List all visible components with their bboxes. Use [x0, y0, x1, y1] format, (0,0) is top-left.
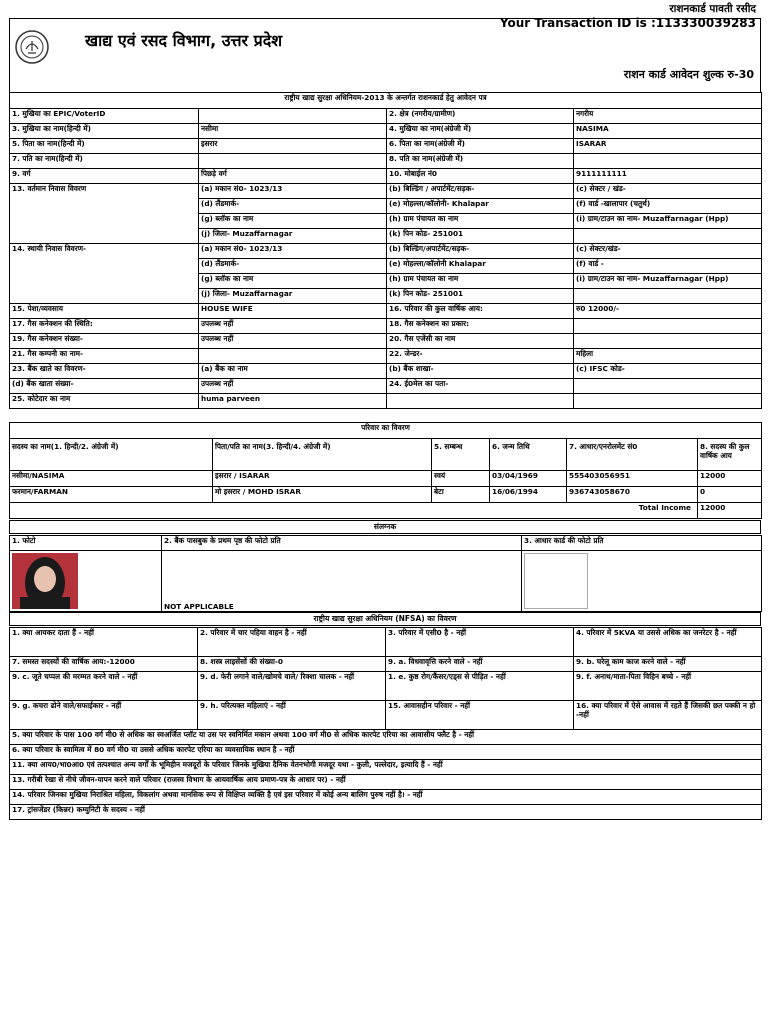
- field-value: पिछड़े वर्ग: [199, 169, 387, 184]
- member-name: फरमान/FARMAN: [10, 487, 213, 503]
- field-value: उपलब्ध नहीं: [199, 319, 387, 334]
- table-row: [10, 657, 762, 672]
- field-label: 22. जेन्डर-: [387, 349, 574, 364]
- nfsa-item: 2. परिवार में चार पहिया वाहन है - नहीं: [198, 628, 386, 657]
- field-label: 21. गैस कम्पनी का नाम-: [10, 349, 199, 364]
- aadhaar-placeholder: [524, 553, 588, 609]
- bank-passbook-label: 2. बैंक पासबुक के प्रथम पृष्ठ की फोटो प्रति: [162, 536, 522, 551]
- field-value: NASIMA: [574, 124, 762, 139]
- nfsa-item: 15. आवासहीन परिवार - नहीं: [386, 701, 574, 730]
- address-field: (d) लैंडमार्क-: [199, 199, 387, 214]
- field-label: 2. क्षेत्र (नगरीय/ग्रामीण): [387, 109, 574, 124]
- field-label: 17. गैस कनेक्शन की स्थिति:: [10, 319, 199, 334]
- column-header: 6. जन्म तिथि: [490, 439, 567, 471]
- nfsa-line: 14. परिवार जिनका मुखिया निराश्रित महिला, विकलांग अथवा मानसिक रूप से विक्षिप्त व्यक्ति है एवं इस परिवार में कोई अन्य बालिग पुरुष नहीं है। - नहीं: [10, 790, 762, 805]
- field-label: 5. पिता का नाम(हिन्दी में): [10, 139, 199, 154]
- column-header: 7. आधार/एनरोलमेंट सं0: [567, 439, 698, 471]
- nfsa-item: 1. e. कुष्ठ रोग/कैंसर/एड्स से पीड़ित - नहीं: [386, 672, 574, 701]
- field-label: 20. गैस एजेंसी का नाम: [387, 334, 574, 349]
- nfsa-line: 11. क्या आय0/भा0आ0 एवं तत्‍पश्चात अन्य वर्गों के भूमिहीन मजदूरों के परिवार जिनके मुखिया दैनिक वेतनभोगी मजदूर यथा - कुली, पल्लेदार, इत्यादि हैं - नहीं: [10, 760, 762, 775]
- field-label: 3. मुखिया का नाम(हिन्दी में): [10, 124, 199, 139]
- nfsa-line: 5. क्या परिवार के पास 100 वर्ग मी0 से अधिक का स्वअर्जित प्लॉट या उस पर स्वनिर्मित मकान अथवा 100 वर्ग मी0 से अधिक कारपेट एरिया का आवासीय फ्लैट है - नहीं: [10, 730, 762, 745]
- field-label: 8. पति का नाम(अंग्रेजी में): [387, 154, 574, 169]
- address-field: (b) बिल्डिंग/अपार्टमेंट/सड़क-: [387, 244, 574, 259]
- nfsa-item: 7. समस्त सदस्यों की वार्षिक आय:-12000: [10, 657, 198, 672]
- photo-label: 1. फोटो: [10, 536, 162, 551]
- bank-passbook-value: NOT APPLICABLE: [164, 602, 234, 611]
- field-value: ISARAR: [574, 139, 762, 154]
- family-title: परिवार का विवरण: [10, 423, 762, 439]
- address-field: (e) मोहल्ला/कॉलोनी- Khalapar: [387, 199, 574, 214]
- field-label: (c) IFSC कोड-: [574, 364, 762, 379]
- member-relation: बेटा: [432, 487, 490, 503]
- field-label: 24. ई0मेल का पता-: [387, 379, 574, 394]
- member-dob: 03/04/1969: [490, 471, 567, 487]
- member-father: मो इसरार / MOHD ISRAR: [213, 487, 432, 503]
- member-father: इसरार / ISARAR: [213, 471, 432, 487]
- field-label: 16. परिवार की कुल वार्षिक आय:: [387, 304, 574, 319]
- receipt-title: राशनकार्ड पावती रसीद: [669, 3, 756, 15]
- address-field: [574, 289, 762, 304]
- table-row: [10, 334, 762, 349]
- nfsa-table: [9, 627, 762, 820]
- field-label: 6. पिता का नाम(अंग्रेजी में): [387, 139, 574, 154]
- total-income-value: 12000: [698, 503, 762, 519]
- member-aadhaar: 936743058670: [567, 487, 698, 503]
- table-row: [10, 349, 762, 364]
- field-label: [387, 394, 574, 409]
- bank-passbook-cell: [162, 551, 522, 612]
- nfsa-item: 3. परिवार में एसी0 है - नहीं: [386, 628, 574, 657]
- permanent-address-label: 14. स्थायी निवास विवरण-: [10, 244, 199, 304]
- field-label: 4. मुखिया का नाम(अंग्रेजी में): [387, 124, 574, 139]
- nfsa-line: 17. ट्रांसजेंडर (किन्नर) कम्युनिटी के सदस्य - नहीं: [10, 805, 762, 820]
- table-row: [10, 701, 762, 730]
- member-name: नसीमा/NASIMA: [10, 471, 213, 487]
- family-table: [9, 422, 762, 519]
- address-field: (b) बिल्डिंग / अपार्टमेंट/सड़क-: [387, 184, 574, 199]
- field-label: 18. गैस कनेक्शन का प्रकार:: [387, 319, 574, 334]
- member-income: 0: [698, 487, 762, 503]
- photo-cell: [10, 551, 162, 612]
- member-relation: स्वयं: [432, 471, 490, 487]
- permanent-address-row: [10, 244, 762, 259]
- table-row: [10, 379, 762, 394]
- address-field: (c) सेक्टर / खंड-: [574, 184, 762, 199]
- field-value: इसरार: [199, 139, 387, 154]
- field-label: 1. मुखिया का EPIC/VoterID: [10, 109, 199, 124]
- address-field: (g) ब्लॉक का नाम: [199, 274, 387, 289]
- table-row: [10, 304, 762, 319]
- field-value: [574, 334, 762, 349]
- field-value: [574, 319, 762, 334]
- address-field: (g) ब्लॉक का नाम: [199, 214, 387, 229]
- main-title: राष्ट्रीय खाद्य सुरक्षा अधिनियम-2013 के अन्तर्गत राशनकार्ड हेतु आवेदन पत्र: [10, 93, 762, 109]
- field-value: HOUSE WIFE: [199, 304, 387, 319]
- table-row: [10, 487, 762, 503]
- field-value: उपलब्ध नहीं: [199, 379, 387, 394]
- field-label: 19. गैस कनेक्शन संख्या-: [10, 334, 199, 349]
- current-address-row: [10, 184, 762, 199]
- address-field: (c) सेक्टर/खंड-: [574, 244, 762, 259]
- address-field: (k) पिन कोड- 251001: [387, 229, 574, 244]
- field-label: 10. मोबाईल नं0: [387, 169, 574, 184]
- nfsa-line: 13. गरीबी रेखा से नीचे जीवन-यापन करने वाले परिवार (राजस्व विभाग के आयवार्षिक आय प्रमाण-पत्र के आधार पर) - नहीं: [10, 775, 762, 790]
- nfsa-item: 9. g. कचरा ढोने वाले/सफाईकार - नहीं: [10, 701, 198, 730]
- address-field: (j) जिला- Muzaffarnagar: [199, 289, 387, 304]
- table-row: [10, 124, 762, 139]
- field-label: 7. पति का नाम(हिन्दी में): [10, 154, 199, 169]
- address-field: (h) ग्राम पंचायत का नाम: [387, 214, 574, 229]
- table-row: [10, 394, 762, 409]
- nfsa-item: 9. d. फेरी लगाने वाले/खोमचे वाले/ रिक्शा चालक - नहीं: [198, 672, 386, 701]
- field-value: [574, 379, 762, 394]
- table-row: [10, 628, 762, 657]
- field-value: [574, 394, 762, 409]
- field-label: (d) बैंक खाता संख्या-: [10, 379, 199, 394]
- aadhaar-label: 3. आधार कार्ड की फोटो प्रति: [522, 536, 762, 551]
- field-label: (b) बैंक शाखा-: [387, 364, 574, 379]
- field-value: [199, 349, 387, 364]
- member-income: 12000: [698, 471, 762, 487]
- nfsa-item: 9. a. विधवावृत्ति करने वाले - नहीं: [386, 657, 574, 672]
- address-field: [574, 229, 762, 244]
- table-row: [10, 672, 762, 701]
- field-value: रु0 12000/-: [574, 304, 762, 319]
- table-row: [10, 471, 762, 487]
- department-name: खाद्य एवं रसद विभाग, उत्तर प्रदेश: [85, 31, 283, 50]
- table-row: [10, 109, 762, 124]
- table-row: [10, 154, 762, 169]
- address-field: (f) वार्ड -: [574, 259, 762, 274]
- address-field: (a) मकान सं0- 1023/13: [199, 244, 387, 259]
- address-field: (d) लैंडमार्क-: [199, 259, 387, 274]
- field-value: 9111111111: [574, 169, 762, 184]
- attachments-table: [9, 535, 762, 612]
- column-header: पिता/पति का नाम(3. हिन्दी/4. अंग्रेजी में): [213, 439, 432, 471]
- attachments-title: संलग्नक: [9, 520, 761, 534]
- nfsa-item: 9. f. अनाथ/माता-पिता विहिन बच्चे - नहीं: [574, 672, 762, 701]
- bank-row: [10, 364, 762, 379]
- nfsa-item: 1. क्या आयकर दाता हैं - नहीं: [10, 628, 198, 657]
- address-field: (h) ग्राम पंचायत का नाम: [387, 274, 574, 289]
- applicant-photo: [12, 553, 78, 609]
- nfsa-item: 9. c. जूते चप्पल की मरम्मत करने वाले - नहीं: [10, 672, 198, 701]
- column-header: 5. सम्बन्ध: [432, 439, 490, 471]
- nfsa-title: राष्ट्रीय खाद्य सुरक्षा अधिनियम (NFSA) का विवरण: [9, 612, 761, 626]
- field-label: 23. बैंक खाते का विवरण-: [10, 364, 199, 379]
- column-header: 8. सदस्य की कुल वार्षिक आय: [698, 439, 762, 471]
- field-value: उपलब्ध नहीं: [199, 334, 387, 349]
- member-dob: 16/06/1994: [490, 487, 567, 503]
- total-income-label: Total Income: [10, 503, 698, 519]
- table-row: [10, 319, 762, 334]
- field-value: [199, 109, 387, 124]
- total-row: [10, 503, 762, 519]
- field-label: 9. वर्ग: [10, 169, 199, 184]
- aadhaar-cell: [522, 551, 762, 612]
- address-field: (i) ग्राम/टाउन का नाम- Muzaffarnagar (Hpp): [574, 274, 762, 289]
- field-value: महिला: [574, 349, 762, 364]
- nfsa-item: 8. शस्त्र लाइसेंसों की संख्या-0: [198, 657, 386, 672]
- current-address-label: 13. वर्तमान निवास विवरण: [10, 184, 199, 244]
- up-emblem-icon: [14, 29, 50, 65]
- address-field: (f) वार्ड -खालापार (चतुर्थ): [574, 199, 762, 214]
- family-header-row: [10, 439, 762, 471]
- application-fee: राशन कार्ड आवेदन शुल्क रु-30: [623, 68, 754, 81]
- address-field: (k) पिन कोड- 251001: [387, 289, 574, 304]
- address-field: (e) मोहल्ला/कॉलोनी Khalapar: [387, 259, 574, 274]
- address-field: (j) जिला- Muzaffarnagar: [199, 229, 387, 244]
- table-row: [10, 139, 762, 154]
- nfsa-item: 9. b. घरेलू काम काज करने वाले - नहीं: [574, 657, 762, 672]
- table-row: [10, 169, 762, 184]
- applicant-table: [9, 92, 762, 409]
- field-label: 15. पेशा/व्यवसाय: [10, 304, 199, 319]
- field-value: नगरीय: [574, 109, 762, 124]
- nfsa-line: 6. क्या परिवार के स्वामित्व में 80 वर्ग मी0 या उससे अधिक कारपेट एरिया का व्यवसायिक स्थान है - नहीं: [10, 745, 762, 760]
- nfsa-item: 4. परिवार में 5KVA या उससे अधिक का जनरेटर है - नहीं: [574, 628, 762, 657]
- member-aadhaar: 555403056951: [567, 471, 698, 487]
- field-value: [574, 154, 762, 169]
- column-header: सदस्य का नाम(1. हिन्दी/2. अंग्रेजी में): [10, 439, 213, 471]
- field-value: huma parveen: [199, 394, 387, 409]
- header-frame: [9, 18, 761, 93]
- nfsa-item: 9. h. परित्यक्त महिलाएं - नहीं: [198, 701, 386, 730]
- address-field: (i) ग्राम/टाउन का नाम- Muzaffarnagar (Hpp): [574, 214, 762, 229]
- address-field: (a) मकान सं0- 1023/13: [199, 184, 387, 199]
- field-label: (a) बैंक का नाम: [199, 364, 387, 379]
- transaction-id: Your Transaction ID is :113330039283: [499, 16, 756, 30]
- field-value: [199, 154, 387, 169]
- field-label: 25. कोटेदार का नाम: [10, 394, 199, 409]
- field-value: नसीमा: [199, 124, 387, 139]
- nfsa-item: 16. क्या परिवार में ऐसे आवास में रहते हैं जिसकी छत पक्की न हो -नहीं: [574, 701, 762, 730]
